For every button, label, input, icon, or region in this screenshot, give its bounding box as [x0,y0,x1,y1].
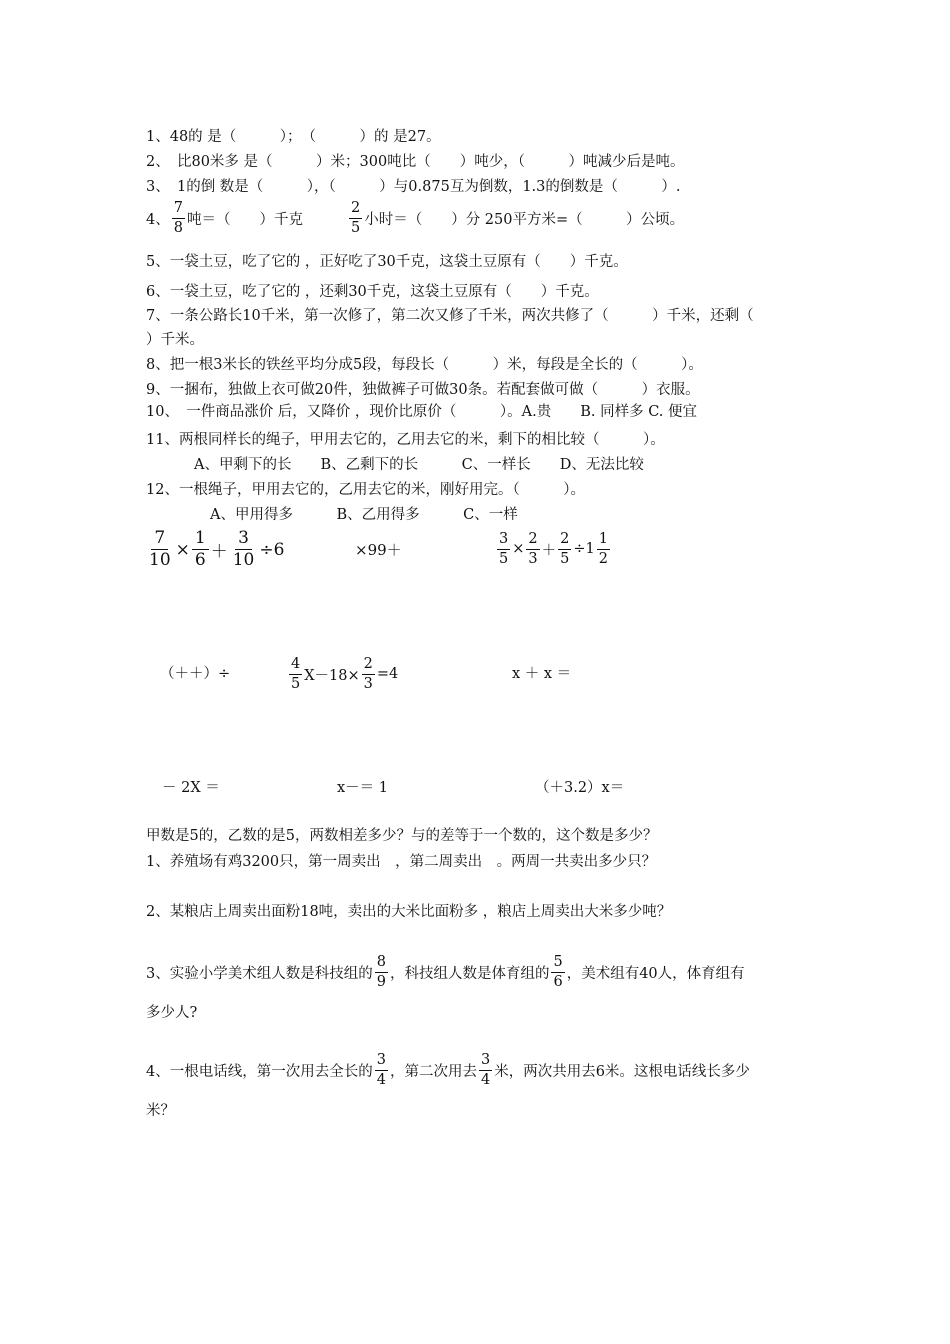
problem-4-cont: 米？ [146,1103,175,1119]
problem-3-text: ，美术组有40人，体育组有 [566,965,745,982]
question-12-options: A、甲用得多 B、乙用得多 C、一样 [210,507,518,523]
fraction: $\frac{2}{5}$ [560,531,570,567]
equation-1 [287,657,398,691]
problem-4 [146,1053,750,1087]
fraction: $\frac{3}{4}$ [480,1052,491,1088]
fraction: $\frac{3}{10}$ [232,528,255,570]
fraction: $\frac{5}{6}$ [553,954,563,990]
problem-0: 甲数是5的，乙数的是5，两数相差多少？与的差等于一个数的，这个数是多少？ [146,828,658,844]
question-3: 3、 1的倒 数是（ ），（ ）与0.875互为倒数，1.3的倒数是（ ）. [146,179,681,195]
operator: × [512,541,525,557]
question-6: 6、一袋土豆，吃了它的 ，还剩30千克，这袋土豆原有（ ）千克。 [146,284,599,300]
fraction: $\frac{7}{10}$ [149,528,171,570]
operator: ÷1 [573,541,595,557]
equation-4: x－＝ 1 [337,780,389,796]
calc-2: ×99＋ [355,541,402,559]
fraction: $\frac{1}{2}$ [598,531,608,567]
calc-1 [144,530,284,569]
problem-4-text: ，第二次用去 [389,1063,477,1080]
question-1: 1、48的 是（ ）； （ ）的 是27。 [146,129,441,145]
question-4 [146,201,684,235]
question-11: 11、两根同样长的绳子，甲用去它的，乙用去它的米，剩下的相比较（ ）。 [146,432,665,448]
problem-4-text: 米，两次共用去6米。这根电话线长多少 [494,1063,750,1080]
question-7: 7、一条公路长10千米，第一次修了，第二次又修了千米，两次共修了（ ）千米，还剩（ [146,308,754,324]
fraction: $\frac{7}{8}$ [173,200,183,236]
operator: × [175,539,190,560]
fraction: $\frac{8}{9}$ [376,954,386,990]
fraction: $\frac{1}{6}$ [192,530,209,569]
question-9: 9、一捆布，独做上衣可做20件，独做裤子可做30条。若配套做可做（ ）衣服。 [146,382,700,398]
fraction: $\frac{3}{4}$ [376,1052,386,1088]
fraction: $\frac{2}{3}$ [363,656,373,692]
operator: ＋ [210,542,228,562]
problem-4-text: 4、一根电话线，第一次用去全长的 [146,1063,373,1080]
question-10: 10、 一件商品涨价 后，又降价 ，现价比原价（ ）。A.贵 B. 同样多 C. 便宜 [146,404,698,420]
problem-3-text: ，科技组人数是体育组的 [389,965,550,982]
question-2: 2、 比80米多 是（ ）米；300吨比（ ）吨少，（ ）吨减少后是吨。 [146,154,685,170]
operator: ＋ [541,542,557,559]
problem-3-cont: 多少人? [146,1005,198,1021]
q4-part-a: 吨＝（ ）千克 [186,211,303,228]
problem-1: 1、养殖场有鸡3200只，第一周卖出 ，第二周卖出 。两周一共卖出多少只？ [146,854,657,870]
question-8: 8、把一根3米长的铁丝平均分成5段，每段长（ ）米，每段是全长的（ ）。 [146,357,703,373]
equation-5: （＋3.2）x＝ [535,780,625,796]
q4-part-b: 小时＝（ ）分 250平方米=（ ）公顷。 [364,211,685,228]
expression: =4 [376,666,399,682]
fraction: $\frac{2}{3}$ [528,531,538,567]
calc-3 [495,532,612,566]
fraction: $\frac{3}{5}$ [499,531,509,567]
equation-2: x ＋ x ＝ [512,666,572,682]
fraction: $\frac{4}{5}$ [291,656,301,692]
question-12: 12、一根绳子，甲用去它的，乙用去它的米，刚好用完。（ ）。 [146,482,585,498]
operator: ÷6 [259,539,285,560]
problem-3-text: 3、实验小学美术组人数是科技组的 [146,965,373,982]
question-5: 5、一袋土豆，吃了它的 ，正好吃了30千克，这袋土豆原有（ ）千克。 [146,254,628,270]
problem-3 [146,955,745,989]
equation-3: － 2X ＝ [162,780,220,796]
question-11-options: A、甲剩下的长 B、乙剩下的长 C、一样长 D、无法比较 [194,457,644,473]
expression: X－18× [304,667,360,684]
q4-prefix: 4、 [146,211,170,228]
fraction: $\frac{2}{5}$ [350,200,361,236]
calc-4: （＋＋）÷ [160,666,231,682]
problem-2: 2、某粮店上周卖出面粉18吨，卖出的大米比面粉多 ，粮店上周卖出大米多少吨？ [146,904,672,920]
question-7-cont: ）千米。 [146,332,204,348]
